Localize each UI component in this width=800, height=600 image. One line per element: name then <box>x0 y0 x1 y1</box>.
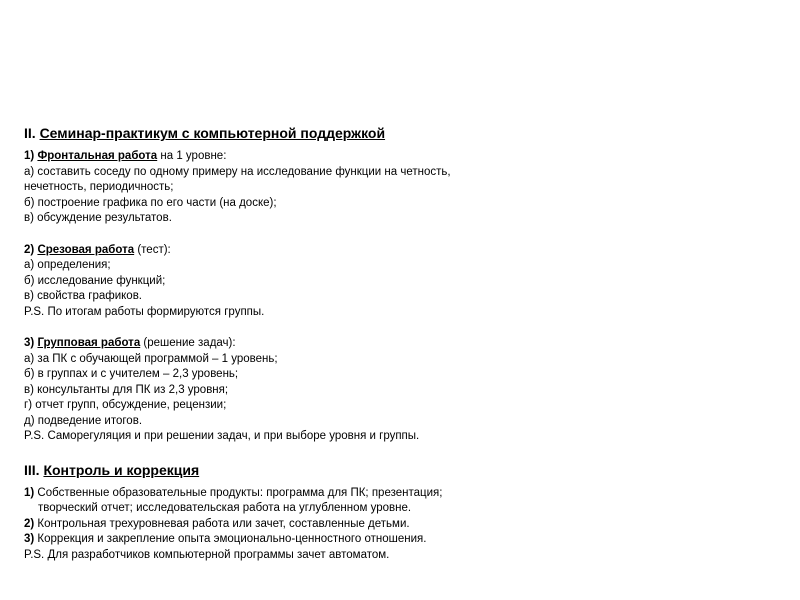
section-2-heading <box>24 124 784 142</box>
section-3-numeral: III. <box>24 461 40 478</box>
section-3-item-number: 3) <box>24 533 35 545</box>
item-3-line: P.S. Саморегуляция и при решении задач, и при выборе уровня и группы. <box>24 430 420 442</box>
section-3-item-number: 2) <box>24 517 35 530</box>
item-2-title: Срезовая работа <box>37 243 135 256</box>
item-2-rest: (тест): <box>134 243 171 256</box>
item-1-line: в) обсуждение результатов. <box>24 212 172 224</box>
section-3-item-text: творческий отчет; исследовательская работа на углубленном уровне. <box>38 502 412 514</box>
item-3-rest: (решение задач): <box>140 337 236 349</box>
item-3-line: а) за ПК с обучающей программой – 1 уровень; <box>24 352 278 365</box>
item-3-line: в) консультанты для ПК из 2,3 уровня; <box>24 383 229 396</box>
item-1-line: нечетность, периодичность; <box>24 181 174 193</box>
item-3-number: 3) <box>24 337 35 349</box>
item-3-title: Групповая работа <box>37 337 141 349</box>
item-1-title: Фронтальная работа <box>37 150 158 162</box>
section-3-item-text: P.S. Для разработчиков компьютерной программы зачет автоматом. <box>24 548 390 561</box>
section-2-numeral: II. <box>24 125 36 141</box>
item-2-line: P.S. По итогам работы формируются группы. <box>24 305 265 318</box>
section-3-item <box>24 548 784 564</box>
section-3-heading <box>24 461 784 479</box>
item-1-heading <box>24 149 784 165</box>
item-1-number: 1) <box>24 150 35 162</box>
section-3-item <box>24 517 784 533</box>
item-1-rest: на 1 уровне: <box>157 150 227 162</box>
section-3-item <box>24 532 784 548</box>
item-3-line: д) подведение итогов. <box>24 414 143 427</box>
section-3-item-text: Контрольная трехуровневая работа или зачет, составленные детьми. <box>34 517 410 530</box>
item-2-heading <box>24 243 784 259</box>
item-3-line: г) отчет групп, обсуждение, рецензии; <box>24 399 227 411</box>
item-1-line: б) построение графика по его части (на доске); <box>24 196 277 209</box>
item-2-number: 2) <box>24 243 35 256</box>
section-3-item-text: Коррекция и закрепление опыта эмоционально-ценностного отношения. <box>34 533 427 545</box>
section-3-item-number: 1) <box>24 486 35 499</box>
section-3-item-text: Собственные образовательные продукты: программа для ПК; презентация; <box>34 486 443 499</box>
item-2-line: б) исследование функций; <box>24 274 166 287</box>
item-3-heading <box>24 336 784 352</box>
section-3-item <box>24 501 784 517</box>
item-2-line: в) свойства графиков. <box>24 290 143 302</box>
section-3-title: Контроль и коррекция <box>43 461 200 478</box>
item-3-line: б) в группах и с учителем – 2,3 уровень; <box>24 368 239 380</box>
section-3-item <box>24 486 784 502</box>
slide-content <box>24 124 784 563</box>
section-2-title: Семинар-практикум с компьютерной поддержкой <box>39 125 386 141</box>
item-2-line: а) определения; <box>24 259 111 271</box>
item-1-line: а) составить соседу по одному примеру на исследование функции на четность, <box>24 165 451 178</box>
